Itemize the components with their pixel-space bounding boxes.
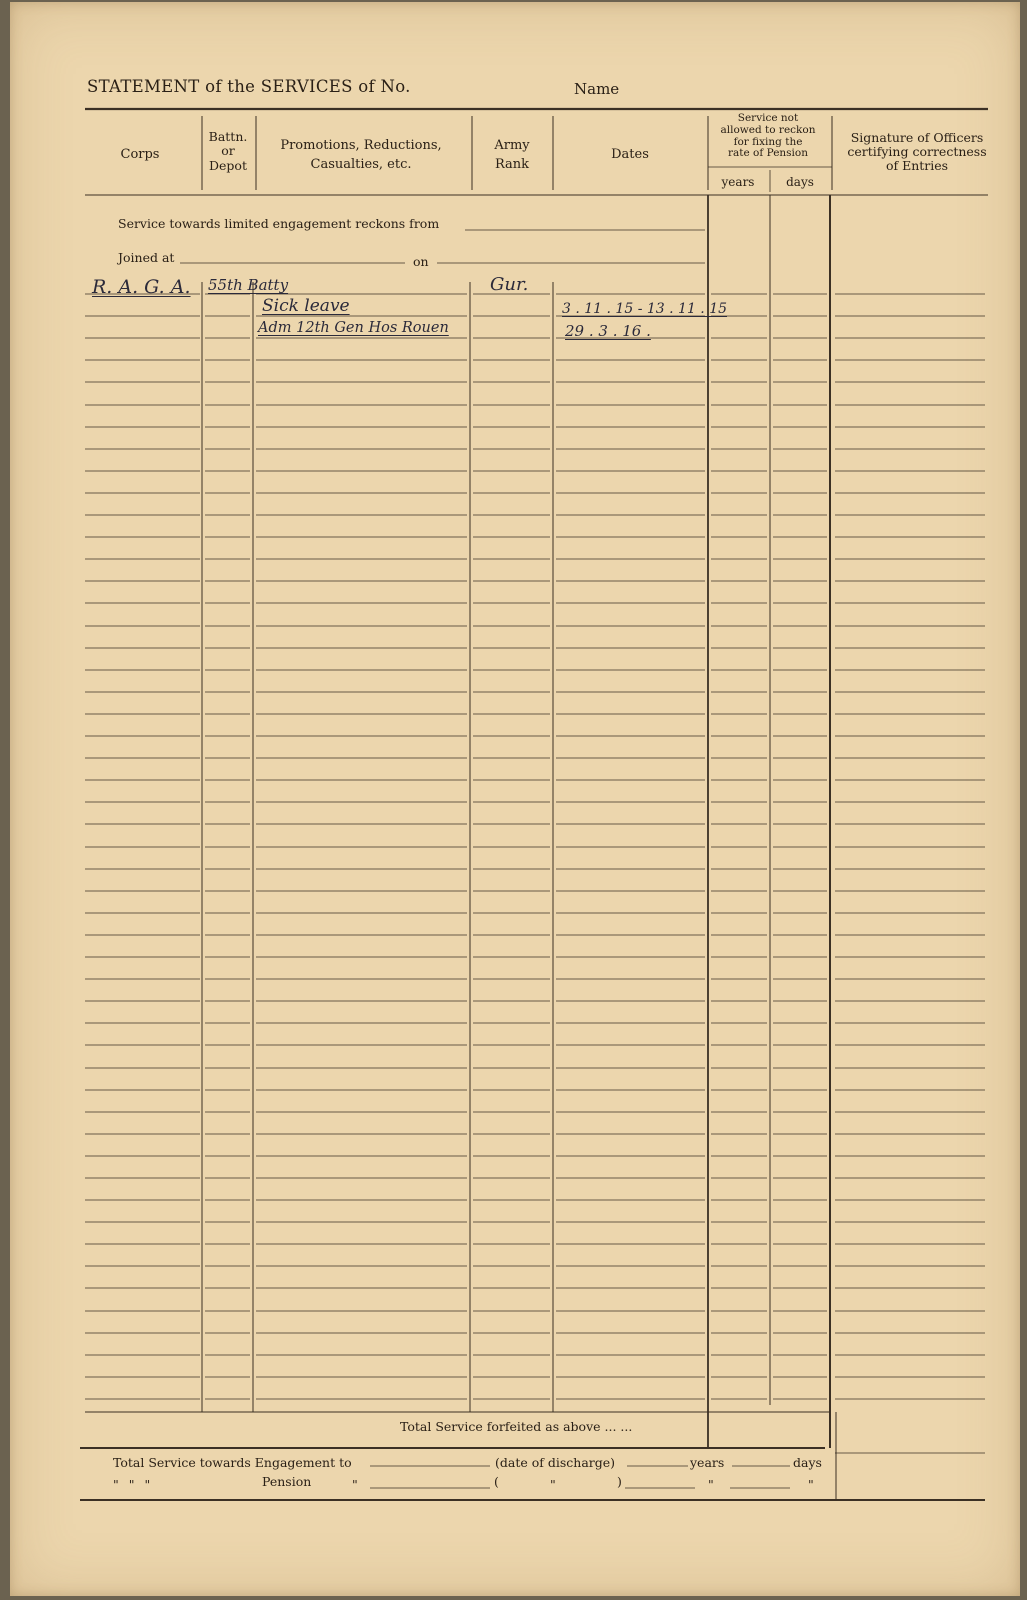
date-of-discharge-label: (date of discharge) <box>495 1455 616 1470</box>
header-service-line2: allowed to reckon <box>720 123 816 136</box>
handwritten-sick-leave: Sick leave <box>262 296 350 316</box>
handwritten-sick-leave-dates: 3 . 11 . 15 - 13 . 11 . 15 <box>562 301 728 317</box>
handwritten-admission-date: 29 . 3 . 16 . <box>565 322 651 340</box>
header-signature-line1: Signature of Officers <box>850 130 984 145</box>
header-battn-line2: or <box>221 143 235 159</box>
total-engagement-label: Total Service towards Engagement to <box>113 1455 352 1470</box>
header-service-line4: rate of Pension <box>728 147 808 160</box>
footer-close-paren: ) <box>617 1474 622 1489</box>
handwritten-corps: R. A. G. A. <box>92 276 191 298</box>
total-forfeited-label: Total Service forfeited as above ... ... <box>400 1419 633 1434</box>
header-army-line1: Army <box>494 138 530 153</box>
header-signature-line2: certifying correctness <box>847 143 987 159</box>
footer-ditto-marks: " " " <box>113 1477 151 1492</box>
footer-ditto-3: " <box>708 1477 714 1492</box>
footer-open-paren: ( <box>494 1474 499 1489</box>
joined-at-label: Joined at <box>118 250 175 265</box>
header-service-line1: Service not <box>737 112 799 124</box>
header-promotions-line1: Promotions, Reductions, <box>280 138 442 153</box>
footer-ditto-4: " <box>808 1477 814 1492</box>
header-army-rank <box>472 137 552 175</box>
name-label: Name <box>574 80 620 98</box>
header-promotions-line2: Casualties, etc. <box>310 156 412 172</box>
header-service-line3: for fixing the <box>733 135 803 148</box>
pension-label: Pension <box>262 1474 312 1489</box>
footer-days-label: days <box>793 1455 822 1470</box>
header-promotions <box>256 137 466 175</box>
header-years: years <box>721 175 755 189</box>
handwritten-battery: 55th Batty <box>208 276 289 294</box>
handwritten-admission: Adm 12th Gen Hos Rouen <box>258 320 449 336</box>
header-signature <box>832 131 1002 172</box>
on-label: on <box>413 254 429 269</box>
header-army-line2: Rank <box>494 156 530 172</box>
header-battn-line1: Battn. <box>208 129 248 144</box>
handwritten-rank: Gur. <box>490 274 529 295</box>
header-days: days <box>786 175 814 189</box>
limited-engagement-label: Service towards limited engagement reckons from <box>118 216 440 231</box>
footer-years-label: years <box>690 1455 725 1470</box>
footer-ditto-2: " <box>550 1477 556 1492</box>
header-battn <box>204 130 252 173</box>
form-title: STATEMENT of the SERVICES of No. <box>87 77 411 96</box>
header-battn-line3: Depot <box>209 157 247 173</box>
header-service-not-allowed <box>706 113 830 160</box>
header-dates: Dates <box>611 147 649 162</box>
header-corps: Corps <box>120 147 160 162</box>
header-signature-line3: of Entries <box>885 157 949 173</box>
footer-ditto-1: " <box>352 1477 358 1492</box>
